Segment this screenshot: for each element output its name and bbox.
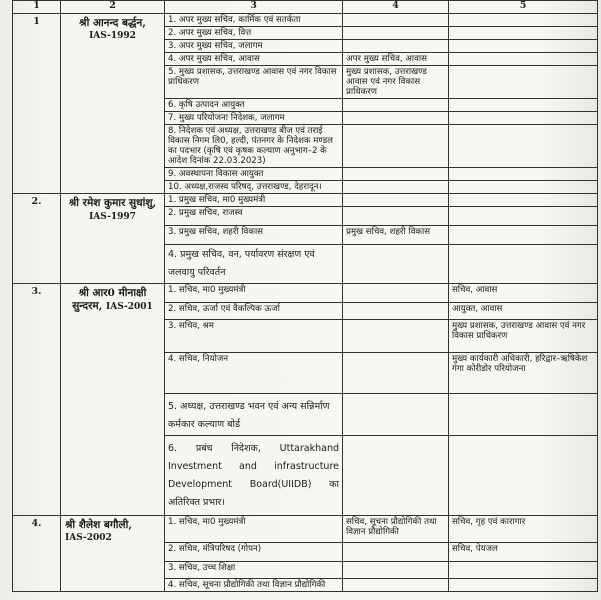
new-post: सचिव, आवास xyxy=(449,284,598,303)
new-post xyxy=(449,14,598,27)
new-post xyxy=(449,394,598,436)
removed-post xyxy=(343,207,449,226)
removed-post xyxy=(343,436,449,516)
removed-post: अपर मुख्य सचिव, आवास xyxy=(343,53,449,66)
new-post: मुख्य कार्यकारी अधिकारी, हरिद्वार–ऋषिकेश गंगा कोरीडोर परियोजना xyxy=(449,353,598,394)
new-post xyxy=(449,226,598,245)
removed-post: सचिव, सूचना प्रौद्योगिकी तथा विज्ञान प्रौद्योगिकी xyxy=(343,516,449,543)
current-post: 4. सचिव, नियोजन xyxy=(165,353,343,394)
removed-post xyxy=(343,194,449,207)
table-row xyxy=(13,194,598,207)
removed-post xyxy=(343,27,449,40)
current-post: 2. प्रमुख सचिव, राजस्व xyxy=(165,207,343,226)
removed-post xyxy=(343,320,449,353)
new-post: मुख्य प्रशासक, उत्तराखण्ड आवास एवं नगर विकास प्राधिकरण xyxy=(449,320,598,353)
new-post xyxy=(449,245,598,284)
removed-post xyxy=(343,125,449,168)
current-post: 5. मुख्य प्रशासक, उत्तराखण्ड आवास एवं नगर विकास प्राधिकरण xyxy=(165,66,343,99)
new-post xyxy=(449,181,598,194)
current-post: 8. निदेशक एवं अध्यक्ष, उत्तराखण्ड बीज एवं तराई विकास निगम लि0, हल्दी, पंतनगर के निदेशक मण्डल का पदभार (कृषि एवं कृषक कल्याण अनुभाग–2 के आदेश दिनांक 22.03.2023) xyxy=(165,125,343,168)
officer-service: IAS-2001 xyxy=(106,302,153,312)
officer-number: 2. xyxy=(13,194,61,284)
header-row xyxy=(13,1,598,14)
officer-service: IAS-1997 xyxy=(89,212,136,222)
col-header-3: 3 xyxy=(165,1,343,14)
current-post: 6. कृषि उत्पादन आयुक्त xyxy=(165,99,343,112)
new-post xyxy=(449,99,598,112)
officer-name: श्री आर0 मीनाक्षी सुन्दरम, xyxy=(72,287,147,312)
officer-assignment-table xyxy=(12,0,598,592)
removed-post xyxy=(343,14,449,27)
removed-post xyxy=(343,284,449,303)
current-post: 7. मुख्य परियोजना निदेशक, जलागम xyxy=(165,112,343,125)
removed-post xyxy=(343,394,449,436)
table-row xyxy=(13,516,598,543)
current-post: 1. सचिव, मा0 मुख्यमंत्री xyxy=(165,284,343,303)
new-post xyxy=(449,125,598,168)
new-post: सचिव, गृह एवं कारागार xyxy=(449,516,598,543)
current-post: 5. अध्यक्ष, उत्तराखण्ड भवन एवं अन्य सन्निर्माण कर्मकार कल्याण बोर्ड xyxy=(165,394,343,436)
current-post: 3. सचिव, श्रम xyxy=(165,320,343,353)
officer-name-cell xyxy=(61,194,165,284)
current-post: 3. सचिव, उच्च शिक्षा xyxy=(165,562,343,579)
col-header-1: 1 xyxy=(13,1,61,14)
current-post: 1. अपर मुख्य सचिव, कार्मिक एवं सतर्कता xyxy=(165,14,343,27)
table-row xyxy=(13,14,598,27)
new-post xyxy=(449,27,598,40)
new-post: आयुक्त, आवास xyxy=(449,303,598,320)
current-post: 2. सचिव, मंत्रिपरिषद (गोपन) xyxy=(165,543,343,562)
current-post: 3. अपर मुख्य सचिव, जलागम xyxy=(165,40,343,53)
current-post: 2. सचिव, ऊर्जा एवं वैकल्पिक ऊर्जा xyxy=(165,303,343,320)
current-post: 4. सचिव, सूचना प्रौद्योगिकी तथा विज्ञान प्रौद्योगिकी xyxy=(165,579,343,592)
current-post: 1. सचिव, मा0 मुख्यमंत्री xyxy=(165,516,343,543)
removed-post xyxy=(343,245,449,284)
current-post: 2. अपर मुख्य सचिव, वित्त xyxy=(165,27,343,40)
new-post xyxy=(449,194,598,207)
removed-post xyxy=(343,112,449,125)
officer-name: श्री आनन्द बर्द्धन, xyxy=(79,17,146,29)
removed-post xyxy=(343,303,449,320)
removed-post xyxy=(343,353,449,394)
officer-number: 4. xyxy=(13,516,61,592)
current-post: 10. अध्यक्ष,राजस्व परिषद्, उत्तराखण्ड, देहरादून। xyxy=(165,181,343,194)
current-post: 1. प्रमुख सचिव, मा0 मुख्यमंत्री xyxy=(165,194,343,207)
col-header-4: 4 xyxy=(343,1,449,14)
officer-name: श्री शैलेश बगौली, xyxy=(65,519,132,531)
col-header-2: 2 xyxy=(61,1,165,14)
new-post xyxy=(449,66,598,99)
new-post xyxy=(449,168,598,181)
removed-post xyxy=(343,181,449,194)
current-post: 3. प्रमुख सचिव, शहरी विकास xyxy=(165,226,343,245)
officer-service: IAS-1992 xyxy=(89,31,136,41)
officer-service: IAS-2002 xyxy=(65,533,112,543)
new-post xyxy=(449,579,598,592)
new-post: सचिव, पेयजल xyxy=(449,543,598,562)
new-post xyxy=(449,562,598,579)
officer-name-cell xyxy=(61,284,165,516)
removed-post: मुख्य प्रशासक, उत्तराखण्ड आवास एवं नगर विकास प्राधिकरण xyxy=(343,66,449,99)
officer-name: श्री रमेश कुमार सुधांशु, xyxy=(68,197,157,209)
new-post xyxy=(449,436,598,516)
new-post xyxy=(449,40,598,53)
current-post: 4. प्रमुख सचिव, वन, पर्यावरण संरक्षण एवं जलवायु परिवर्तन xyxy=(165,245,343,284)
new-post xyxy=(449,53,598,66)
removed-post xyxy=(343,543,449,562)
officer-number: 3. xyxy=(13,284,61,516)
current-post: 9. अवस्थापना विकास आयुक्त xyxy=(165,168,343,181)
current-post: 4. अपर मुख्य सचिव, आवास xyxy=(165,53,343,66)
new-post xyxy=(449,112,598,125)
col-header-5: 5 xyxy=(449,1,598,14)
removed-post xyxy=(343,168,449,181)
officer-number: 1 xyxy=(13,14,61,194)
removed-post xyxy=(343,579,449,592)
officer-name-cell xyxy=(61,14,165,194)
current-post: 6. प्रबंध निदेशक, Uttarakhand Investment and infrastructure Development Board(UIIDB) का अतिरिक्त प्रभार। xyxy=(165,436,343,516)
removed-post: प्रमुख सचिव, शहरी विकास xyxy=(343,226,449,245)
table-row xyxy=(13,284,598,303)
new-post xyxy=(449,207,598,226)
removed-post xyxy=(343,562,449,579)
removed-post xyxy=(343,40,449,53)
officer-name-cell xyxy=(61,516,165,592)
removed-post xyxy=(343,99,449,112)
